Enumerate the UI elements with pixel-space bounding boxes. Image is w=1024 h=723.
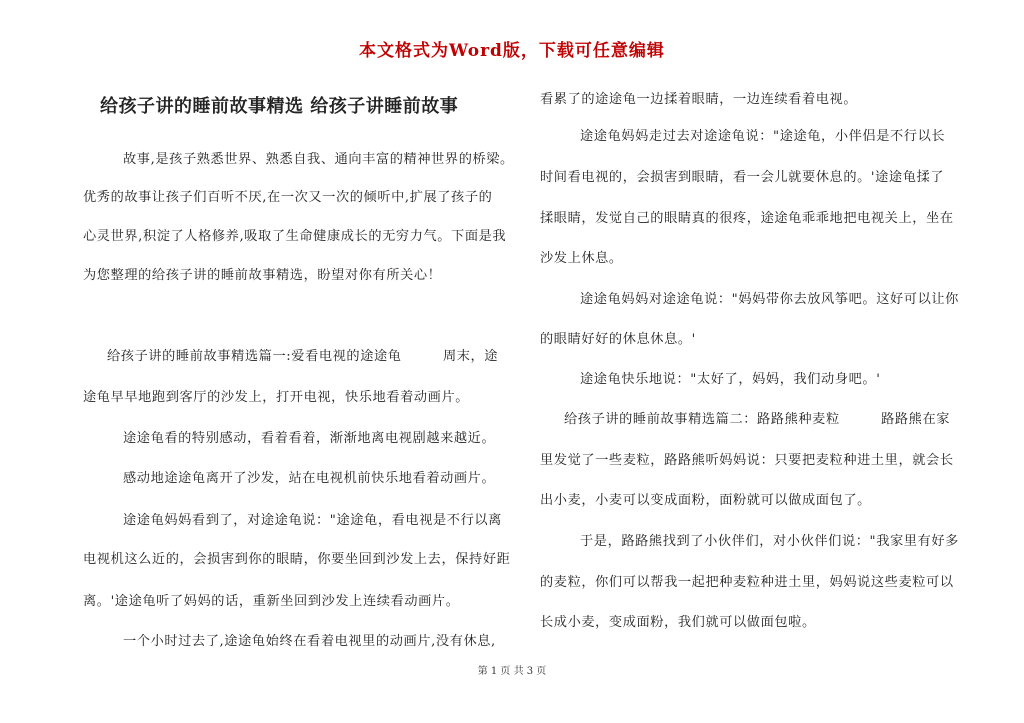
document-title: 给孩子讲的睡前故事精选 给孩子讲睡前故事 (100, 96, 459, 117)
paragraph-line: 的眼睛好好的休息休息。' (540, 332, 696, 347)
section-heading-line: 给孩子讲的睡前故事精选篇一:爱看电视的途途龟 周末，途 (107, 349, 499, 364)
paragraph-line: 感动地途途龟离开了沙发，站在电视机前快乐地看着动画片。 (123, 471, 496, 486)
paragraph-line: 优秀的故事让孩子们百听不厌,在一次又一次的倾听中,扩展了孩子的 (83, 190, 493, 205)
paragraph-line: 里发觉了一些麦粒，路路熊听妈妈说：只要把麦粒种进土里，就会长 (540, 453, 954, 468)
paragraph-line: 途龟早早地跑到客厅的沙发上，打开电视，快乐地看着动画片。 (83, 390, 470, 405)
section-heading-line: 给孩子讲的睡前故事精选篇二：路路熊种麦粒 路路熊在家 (564, 412, 951, 427)
paragraph-line: 故事,是孩子熟悉世界、熟悉自我、通向丰富的精神世界的桥梁。 (123, 152, 514, 167)
paragraph-line: 的麦粒，你们可以帮我一起把种麦粒种进土里，妈妈说这些麦粒可以 (540, 575, 954, 590)
paragraph-line: 出小麦，小麦可以变成面粉，面粉就可以做成面包了。 (540, 493, 871, 508)
paragraph-line: 揉眼睛，发觉自己的眼睛真的很疼，途途龟乖乖地把电视关上，坐在 (540, 211, 954, 226)
paragraph-line: 电视机这么近的，会损害到你的眼睛，你要坐回到沙发上去，保持好距 (83, 552, 511, 567)
header-banner: 本文格式为Word版，下载可任意编辑 (359, 41, 665, 61)
paragraph-line: 途途龟快乐地说："太好了，妈妈，我们动身吧。' (580, 372, 881, 387)
paragraph-line: 为您整理的给孩子讲的睡前故事精选，盼望对你有所关心！ (83, 268, 442, 283)
paragraph-line: 心灵世界,积淀了人格修养,吸取了生命健康成长的无穷力气。下面是我 (83, 229, 507, 244)
paragraph-line: 时间看电视的，会损害到眼睛，看一会儿就要休息的。'途途龟揉了 (540, 170, 945, 185)
paragraph-line: 沙发上休息。 (540, 251, 623, 266)
paragraph-line: 于是，路路熊找到了小伙伴们，对小伙伴们说："我家里有好多 (580, 534, 959, 549)
page-number-footer: 第 1 页 共 3 页 (477, 666, 547, 677)
paragraph-line: 途途龟妈妈走过去对途途龟说："途途龟，小伴侣是不行以长 (580, 129, 946, 144)
paragraph-line: 一个小时过去了,途途龟始终在看着电视里的动画片,没有休息, (123, 634, 496, 649)
paragraph-line: 离。'途途龟听了妈妈的话，重新坐回到沙发上连续看动画片。 (83, 594, 460, 609)
paragraph-line: 长成小麦，变成面粉，我们就可以做面包啦。 (540, 615, 816, 630)
paragraph-line: 看累了的途途龟一边揉着眼睛，一边连续看着电视。 (540, 92, 858, 107)
paragraph-line: 途途龟妈妈对途途龟说："妈妈带你去放风筝吧。这好可以让你 (580, 292, 959, 307)
paragraph-line: 途途龟妈妈看到了，对途途龟说："途途龟，看电视是不行以离 (123, 513, 502, 528)
paragraph-line: 途途龟看的特别感动，看着看着，渐渐地离电视剧越来越近。 (123, 431, 496, 446)
